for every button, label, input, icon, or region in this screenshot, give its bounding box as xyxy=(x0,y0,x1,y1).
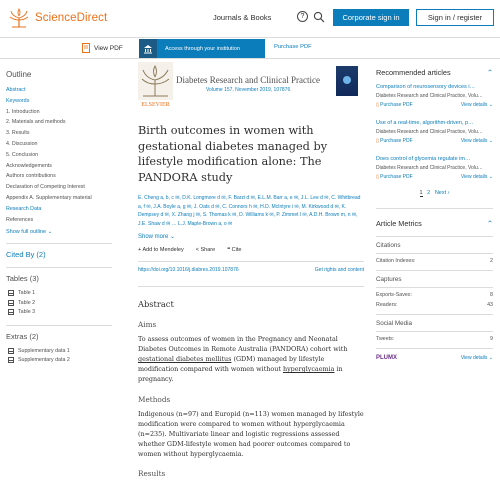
institution-icon xyxy=(139,39,157,58)
view-pdf-label: View PDF xyxy=(94,44,123,52)
recommended-article-links xyxy=(376,138,493,144)
supplementary-label: Supplementary data 1 xyxy=(18,347,70,354)
chevron-right-icon: › xyxy=(446,190,450,196)
table-link[interactable] xyxy=(6,307,112,317)
aims-text: in pregnancy. xyxy=(138,365,343,384)
search-icon[interactable] xyxy=(313,11,325,23)
metric-value: 9 xyxy=(490,336,493,342)
sign-in-register-button[interactable]: Sign in / register xyxy=(416,9,494,26)
page-2[interactable]: 2 xyxy=(427,190,431,196)
pdf-icon xyxy=(82,43,90,53)
pdf-icon: ▯ xyxy=(376,102,381,108)
chevron-down-icon: ⌄ xyxy=(170,234,176,241)
recommended-article-journal: Diabetes Research and Clinical Practice, Volu… xyxy=(376,93,483,99)
journal-cover-image[interactable] xyxy=(336,66,358,96)
table-label: Table 3 xyxy=(18,309,36,316)
rights-link[interactable]: Get rights and content xyxy=(314,267,364,274)
recommended-article-links xyxy=(376,174,493,180)
exports-saves-row xyxy=(376,287,493,298)
recommended-article-links xyxy=(376,102,493,108)
file-icon xyxy=(8,348,14,354)
cited-by-link[interactable]: Cited By (2) xyxy=(6,250,46,260)
add-mendeley-button[interactable] xyxy=(138,247,184,253)
view-details-label: View details xyxy=(460,102,488,108)
recommended-header[interactable] xyxy=(376,68,493,77)
recommended-article xyxy=(376,120,493,144)
chevron-up-icon: ⌃ xyxy=(486,68,493,77)
article-metrics-header[interactable] xyxy=(376,219,493,228)
metric-value: 43 xyxy=(487,302,493,308)
divider xyxy=(6,243,112,244)
share-label: Share xyxy=(200,247,216,254)
recommended-article-journal: Diabetes Research and Clinical Practice, Volu… xyxy=(376,165,483,171)
purchase-label: Purchase PDF xyxy=(380,102,413,108)
table-icon xyxy=(8,309,14,315)
aims-paragraph xyxy=(138,334,364,384)
svg-text:ELSEVIER: ELSEVIER xyxy=(141,102,170,108)
doi-link[interactable]: https://doi.org/10.1016/j.diabres.2019.107876 xyxy=(138,267,239,274)
outline-title: Outline xyxy=(6,70,32,79)
methods-paragraph: Indigenous (n=97) and Europid (n=113) women managed by lifestyle modification were compared to women without hyperglycaemia (n=235). Multivariate linear and logistic regressions assessed whether GDM-lifestyle women had poorer outcomes compared to women without hyperglycaemia. xyxy=(138,410,364,459)
article-metrics-title: Article Metrics xyxy=(376,219,422,228)
view-details-link[interactable] xyxy=(461,102,493,108)
results-heading: Results xyxy=(138,469,166,479)
extras-heading: Extras (2) xyxy=(6,331,39,341)
recommended-article xyxy=(376,156,493,180)
view-details-link[interactable] xyxy=(461,138,493,144)
add-mendeley-label: Add to Mendeley xyxy=(142,247,184,254)
pdf-icon: ▯ xyxy=(376,138,381,144)
access-institution-button[interactable] xyxy=(139,39,265,58)
outline-item-acknowledgements[interactable]: Acknowledgements xyxy=(6,162,52,169)
outline-item-keywords[interactable]: Keywords xyxy=(6,97,30,104)
supplementary-link[interactable] xyxy=(6,355,112,365)
next-label: Next xyxy=(434,190,447,196)
recommended-article-journal: Diabetes Research and Clinical Practice, Volu… xyxy=(376,129,483,135)
article-toolbar xyxy=(0,38,500,59)
outline-item-results[interactable]: 3. Results xyxy=(6,130,30,137)
outline-item-research-data[interactable]: Research Data xyxy=(6,205,42,212)
supplementary-label: Supplementary data 2 xyxy=(18,357,70,364)
aims-text: To assess outcomes of women in the Pregnancy and Neonatal Diabetes Outcomes in Remote Australia (PANDORA) cohort with xyxy=(138,335,348,354)
journals-books-link[interactable]: Journals & Books xyxy=(213,13,272,22)
supplementary-link[interactable] xyxy=(6,346,112,356)
top-header xyxy=(0,0,500,38)
aims-heading: Aims xyxy=(138,320,157,330)
right-sidebar xyxy=(376,68,493,361)
next-page-button[interactable] xyxy=(435,190,450,196)
metric-label: Exports-Saves: xyxy=(376,292,412,298)
show-more-label: Show more xyxy=(138,234,169,241)
citations-label: Citations xyxy=(376,242,401,249)
view-details-link[interactable] xyxy=(461,355,493,361)
table-label: Table 1 xyxy=(18,290,36,297)
chevron-down-icon: ⌄ xyxy=(487,138,493,144)
journal-header xyxy=(138,62,364,112)
citation-indexes-row xyxy=(376,253,493,264)
chevron-down-icon: ⌄ xyxy=(47,229,53,236)
pagination xyxy=(376,190,493,196)
metric-label: Readers: xyxy=(376,302,398,308)
file-icon xyxy=(8,357,14,363)
article-title: Birth outcomes in women with gestational diabetes managed by lifestyle modification alone: The PANDORA study xyxy=(138,124,328,184)
plumx-logo[interactable]: PLUMX xyxy=(376,355,397,361)
cover-graphic xyxy=(343,76,351,84)
metric-value: 2 xyxy=(490,258,493,264)
pdf-icon: ▯ xyxy=(376,174,381,180)
help-icon[interactable]: ? xyxy=(297,11,308,22)
cite-label: Cite xyxy=(231,247,242,254)
share-icon: < xyxy=(195,247,201,254)
show-full-outline-label: Show full outline xyxy=(6,229,47,236)
recommended-title: Recommended articles xyxy=(376,68,451,77)
outline-item-methods[interactable]: 2. Materials and methods xyxy=(6,119,66,126)
journal-volume-link[interactable]: Volume 157, November 2019, 107876 xyxy=(206,87,291,93)
elsevier-logo-icon[interactable] xyxy=(138,62,173,108)
outline-item-appendix[interactable]: Appendix A. Supplementary material xyxy=(6,194,92,201)
social-media-label: Social Media xyxy=(376,320,413,327)
hyperglycaemia-topic-link[interactable]: hyperglycaemia xyxy=(282,365,335,374)
purchase-label: Purchase PDF xyxy=(380,174,413,180)
purchase-pdf-link[interactable] xyxy=(376,174,413,180)
show-full-outline-button[interactable] xyxy=(6,229,112,235)
elsevier-tree-icon xyxy=(8,8,30,28)
gdm-topic-link[interactable]: gestational diabetes mellitus xyxy=(138,355,232,364)
purchase-label: Purchase PDF xyxy=(380,138,413,144)
view-details-link[interactable] xyxy=(461,174,493,180)
author-list[interactable]: E. Cheng a, b, c ✉, D.K. Longmore d ✉, F. Barzi d ✉, E.L.M. Barr a, e ✉, J.L. Lee d ✉, C. Whitbread a, f ✉, J.A. Boyle a, g ✉, J. Oats d ✉, C. Connors h ✉, H.D. McIntyre i ✉, M. Kirkwood d ✉, K. Dempsey d ✉, X. Zhang j ✉, S. Thomas k ✉, D. Williams k ✉, P. Zimmet l ✉, A.D.H. Brown m, n ✉, J.E. Shaw d ✉ … L.J. Maple-Brown a, o ✉ xyxy=(138,195,361,227)
purchase-pdf-link[interactable] xyxy=(376,138,413,144)
outline-item-discussion[interactable]: 4. Discussion xyxy=(6,140,38,147)
recommended-article-title[interactable]: Use of a real-time, algorithm-driven, p… xyxy=(376,120,474,126)
divider xyxy=(6,267,112,268)
article-main xyxy=(138,62,364,478)
outline-item-introduction[interactable]: 1. Introduction xyxy=(6,108,40,115)
share-button[interactable] xyxy=(196,247,215,253)
corporate-sign-in-button[interactable]: Corporate sign in xyxy=(333,9,409,26)
plumx-row xyxy=(376,348,493,361)
chevron-down-icon: ⌄ xyxy=(487,102,493,108)
captures-section xyxy=(376,270,493,283)
metric-value: 8 xyxy=(490,292,493,298)
table-label: Table 2 xyxy=(18,299,36,306)
captures-label: Captures xyxy=(376,276,402,283)
quote-icon: ❝ xyxy=(227,247,232,254)
doi-row xyxy=(138,261,364,273)
chevron-down-icon: ⌄ xyxy=(487,355,493,361)
page-1[interactable]: 1 xyxy=(419,190,423,196)
aims-text: (GDM) managed by lifestyle modification compared with women without xyxy=(138,355,325,374)
table-link[interactable] xyxy=(6,288,112,298)
show-more-button[interactable] xyxy=(138,233,364,240)
methods-heading: Methods xyxy=(138,395,171,405)
table-icon xyxy=(8,300,14,306)
left-sidebar xyxy=(6,70,112,365)
outline-item-references[interactable]: References xyxy=(6,216,34,223)
view-details-label: View details xyxy=(460,355,488,361)
outline-item-abstract[interactable]: Abstract xyxy=(6,87,26,93)
outline-item-contributions[interactable]: Authors contributions xyxy=(6,173,56,180)
social-media-section xyxy=(376,314,493,327)
article-actions xyxy=(138,247,364,253)
readers-row xyxy=(376,302,493,308)
citations-section xyxy=(376,236,493,249)
purchase-pdf-link[interactable]: Purchase PDF xyxy=(274,44,312,50)
tweets-row xyxy=(376,331,493,342)
journal-title-link[interactable]: Diabetes Research and Clinical Practice xyxy=(176,75,320,85)
recommended-article-title[interactable]: Does control of glycemia regulate im… xyxy=(376,156,471,162)
sciencedirect-logo[interactable] xyxy=(8,8,107,28)
cite-button[interactable] xyxy=(227,247,241,253)
chevron-down-icon: ⌄ xyxy=(487,174,493,180)
metric-label: Citation Indexes: xyxy=(376,258,416,264)
outline-item-conclusion[interactable]: 5. Conclusion xyxy=(6,151,39,158)
plus-icon: + xyxy=(138,247,143,254)
view-details-label: View details xyxy=(460,174,488,180)
table-icon xyxy=(8,290,14,296)
view-pdf-button[interactable] xyxy=(82,43,123,53)
article-metrics-section xyxy=(376,208,493,228)
recommended-article-title[interactable]: Comparison of neurosensory devices i… xyxy=(376,84,476,90)
chevron-up-icon: ⌃ xyxy=(486,219,493,228)
metric-label: Tweets: xyxy=(376,336,395,342)
divider xyxy=(6,325,112,326)
brand-name: ScienceDirect xyxy=(35,12,108,24)
tables-heading: Tables (3) xyxy=(6,274,39,284)
access-institution-label: Access through your institution xyxy=(165,45,240,52)
table-link[interactable] xyxy=(6,298,112,308)
view-details-label: View details xyxy=(460,138,488,144)
outline-item-competing-interest[interactable]: Declaration of Competing Interest xyxy=(6,184,85,191)
recommended-article xyxy=(376,84,493,108)
abstract-heading: Abstract xyxy=(138,299,174,310)
purchase-pdf-link[interactable] xyxy=(376,102,413,108)
divider xyxy=(138,286,364,287)
